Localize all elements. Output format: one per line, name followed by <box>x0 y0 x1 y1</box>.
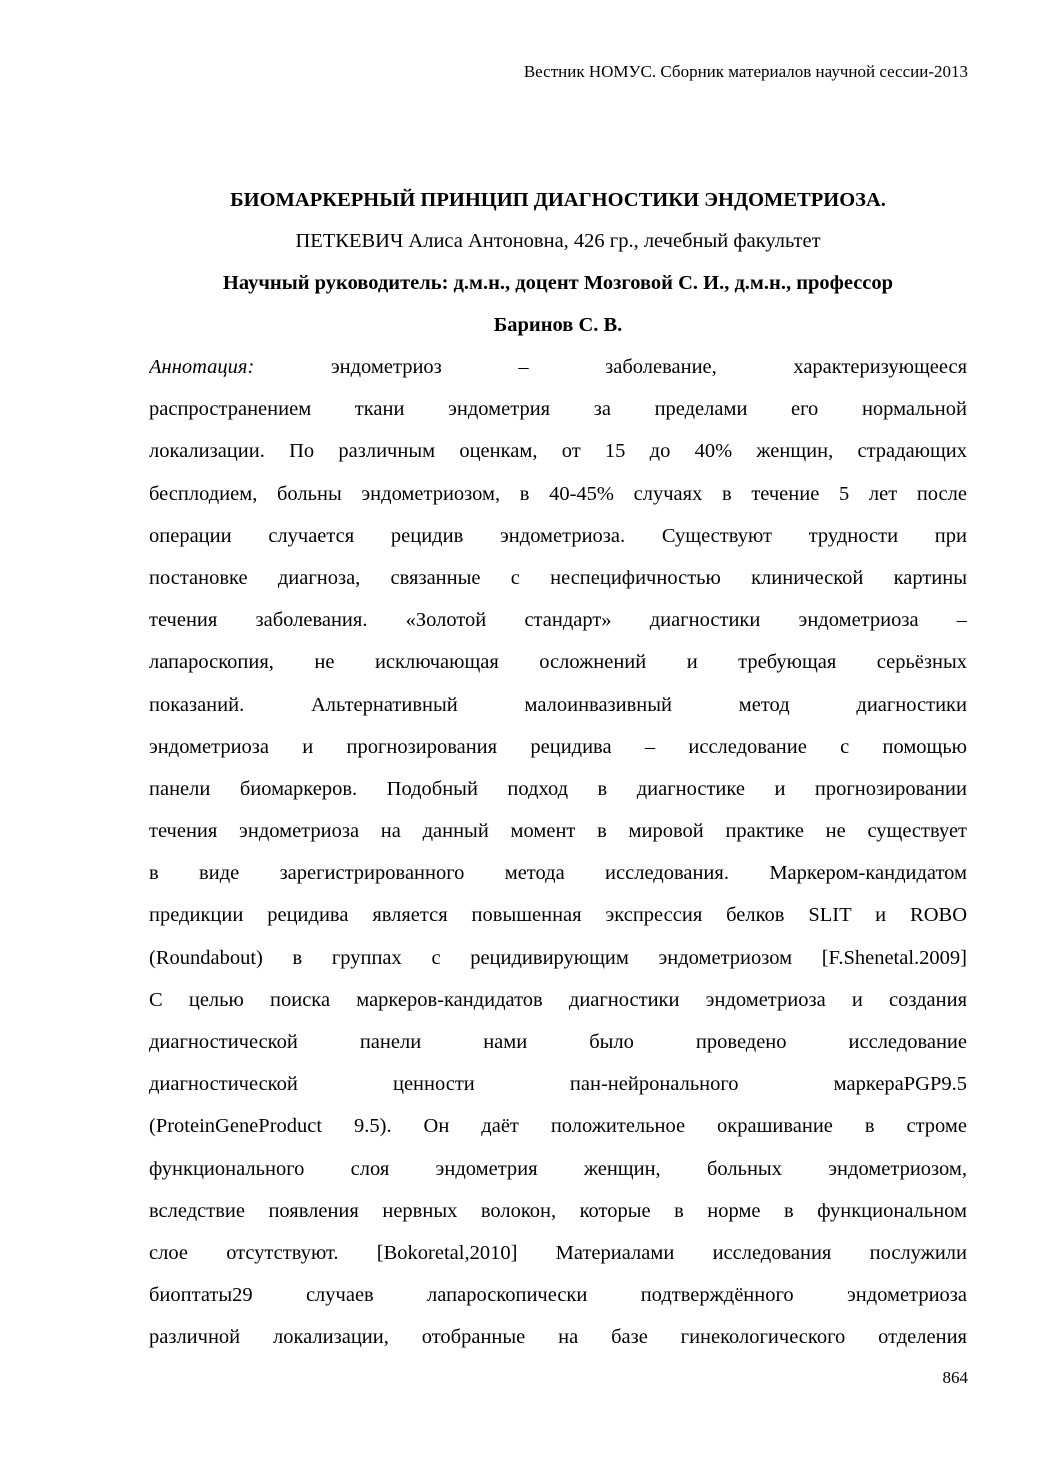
abstract-line: панели биомаркеров. Подобный подход в диагностике и прогнозировании <box>149 777 967 800</box>
abstract-line: диагностической панели нами было проведено исследование <box>149 1031 967 1053</box>
abstract-line: бесплодием, больны эндометриозом, в 40-45% случаях в течение 5 лет после <box>149 482 967 505</box>
abstract-line: операции случается рецидив эндометриоза. Существуют трудности при <box>149 524 967 547</box>
article <box>149 180 967 1359</box>
abstract-line: постановке диагноза, связанные с неспецифичностью клинической картины <box>149 566 967 589</box>
abstract-line: локализации. По различным оценкам, от 15 до 40% женщин, страдающих <box>149 440 967 463</box>
abstract-first-line: эндометриоз – заболевание, характеризующееся <box>330 356 967 378</box>
abstract-line: лапароскопия, не исключающая осложнений и требующая серьёзных <box>149 651 967 674</box>
abstract-line: течения заболевания. «Золотой стандарт» диагностики эндометриоза – <box>149 609 967 632</box>
article-title: БИОМАРКЕРНЫЙ ПРИНЦИП ДИАГНОСТИКИ ЭНДОМЕТРИОЗА. <box>230 189 886 211</box>
abstract-line: С целью поиска маркеров-кандидатов диагностики эндометриоза и создания <box>149 988 967 1011</box>
abstract-line: (ProteinGeneProduct 9.5). Он даёт положительное окрашивание в строме <box>149 1115 967 1138</box>
author-line: ПЕТКЕВИЧ Алиса Антоновна, 426 гр., лечебный факультет <box>295 230 821 252</box>
abstract-line: предикции рецидива является повышенная экспрессия белков SLIT и ROBO <box>149 904 967 927</box>
abstract-line: в виде зарегистрированного метода исследования. Маркером-кандидатом <box>149 862 967 885</box>
abstract-line: вследствие появления нервных волокон, которые в норме в функциональном <box>149 1199 967 1222</box>
supervisor-line-1: Научный руководитель: д.м.н., доцент Мозговой С. И., д.м.н., профессор <box>222 272 894 294</box>
abstract-line <box>149 346 967 388</box>
abstract <box>149 346 967 1359</box>
abstract-line: различной локализации, отобранные на базе гинекологического отделения <box>149 1326 967 1349</box>
abstract-line: показаний. Альтернативный малоинвазивный метод диагностики <box>149 693 967 716</box>
abstract-body <box>149 388 967 1358</box>
abstract-line: биоптаты29 случаев лапароскопически подтверждённого эндометриоза <box>149 1284 967 1307</box>
abstract-line: эндометриоза и прогнозирования рецидива – исследование с помощью <box>149 735 967 758</box>
abstract-line: диагностической ценности пан-нейронального маркераPGP9.5 <box>149 1073 967 1096</box>
abstract-line: слое отсутствуют. [Bokoretal,2010] Материалами исследования послужили <box>149 1241 967 1264</box>
page-number: 864 <box>942 1368 968 1387</box>
abstract-line: распространением ткани эндометрия за пределами его нормальной <box>149 398 967 421</box>
abstract-line: функционального слоя эндометрия женщин, больных эндометриозом, <box>149 1157 967 1180</box>
supervisor-line-2: Баринов С. В. <box>493 314 623 336</box>
abstract-label: Аннотация: <box>149 356 255 378</box>
abstract-line: течения эндометриоза на данный момент в мировой практике не существует <box>149 820 967 843</box>
running-header: Вестник НОМУС. Сборник материалов научной сессии-2013 <box>523 62 968 81</box>
abstract-line: (Roundabout) в группах с рецидивирующим эндометриозом [F.Shenetal.2009] <box>149 946 967 969</box>
